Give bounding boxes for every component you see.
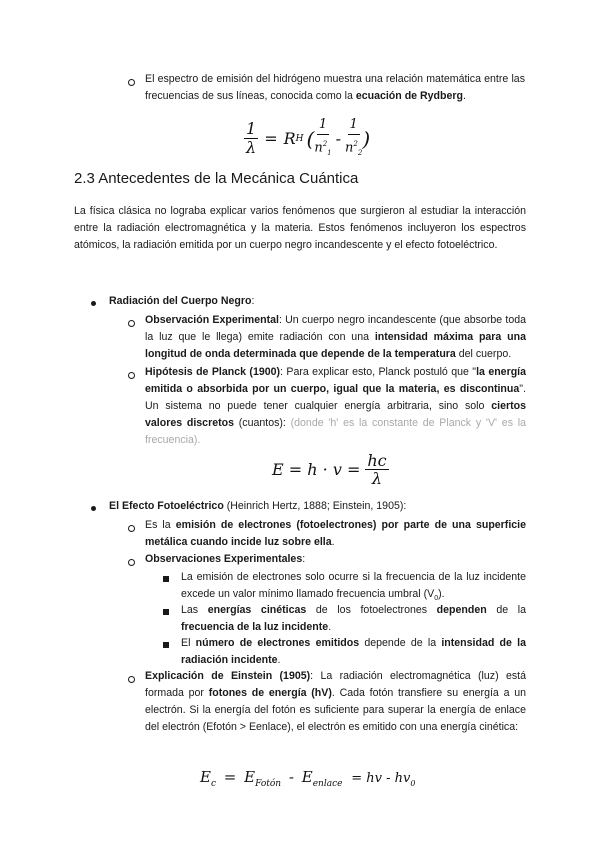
bullet-dot-icon [91,506,96,511]
photoelectric-definition: Es la emisión de electrones (fotoelectrones) por parte de una superficie metálica cuando incide luz sobre ella. [145,519,526,548]
rydberg-formula: $\frac{1}{\lambda}$ = R H ( $\frac{1}{n^2_1}$ - $\frac{1}{n^2_2}$ ) [246,117,371,158]
photoelectric-title: El Efecto Fotoeléctrico (Heinrich Hertz, 1888; Einstein, 1905): [109,500,407,512]
bullet-circle-icon [128,320,135,327]
intro-text: El espectro de emisión del hidrógeno muestra una relación matemática entre las frecuencias de sus líneas, conocida como la [145,73,525,102]
experimental-observations-title: Observaciones Experimentales: [145,553,306,565]
bullet-circle-icon [128,372,135,379]
einstein-formula: $E_c = E_{Fotón} - E_{enlace}$ = hv - $hv_0$ [200,768,416,789]
bullet-dot-icon [91,301,96,306]
black-body-observation: Observación Experimental: Un cuerpo negro incandescente (que absorbe toda la luz que le llega) emite radiación con una intensidad máxima para una longitud de onda determinada que depende de la temperatura del cuerpo. [145,314,526,360]
black-body-title: Radiación del Cuerpo Negro: [109,295,255,307]
rydberg-term: ecuación de Rydberg [355,90,463,102]
bullet-circle-icon [128,79,135,86]
planck-hypothesis: Hipótesis de Planck (1900): Para explicar esto, Planck postuló que "la energía emitida o absorbida por un cuerpo, igual que la materia, es discontinua". Un sistema no puede tener cualquier energía arbitraria, sino solo ciertos valores discretos (cuantos): (donde 'h' es la constante de Planck y 'V' es la frecuencia). [145,366,527,446]
bullet-circle-icon [128,676,135,683]
observation-item: Las energías cinéticas de los fotoelectrones dependen de la frecuencia de la luz incidente. [181,604,526,633]
planck-formula: E = h · v = $\frac{hc}{\lambda}$ [272,451,387,488]
intro-bullet-text [145,71,525,105]
einstein-explanation: Explicación de Einstein (1905): La radiación electromagnética (luz) está formada por fotones de energía (hV). Cada fotón transfiere su energía a un electrón. Si la energía del fotón es suficiente para superar la energía de enlace del electrón (Efotón > Eenlace), el electrón es emitido con una energía cinética: [145,670,527,733]
section-title: 2.3 Antecedentes de la Mecánica Cuántica [74,170,359,187]
observation-item: La emisión de electrones solo ocurre si la frecuencia de la luz incidente excede un valor mínimo llamado frecuencia umbral $(V_0)$. [181,571,526,603]
intro-paragraph: La física clásica no lograba explicar varios fenómenos que surgieron al estudiar la interacción entre la radiación electromagnética y la materia. Estos fenómenos incluyeron los espectros atómicos, la radiación emitida por un cuerpo negro incandescente y el efecto fotoeléctrico. [74,205,526,251]
bullet-circle-icon [128,559,135,566]
intro-end: . [462,90,466,102]
bullet-square-icon [163,609,169,615]
bullet-square-icon [163,576,169,582]
bullet-square-icon [163,642,169,648]
observation-item: El número de electrones emitidos depende de la intensidad de la radiación incidente. [181,637,526,666]
bullet-circle-icon [128,525,135,532]
